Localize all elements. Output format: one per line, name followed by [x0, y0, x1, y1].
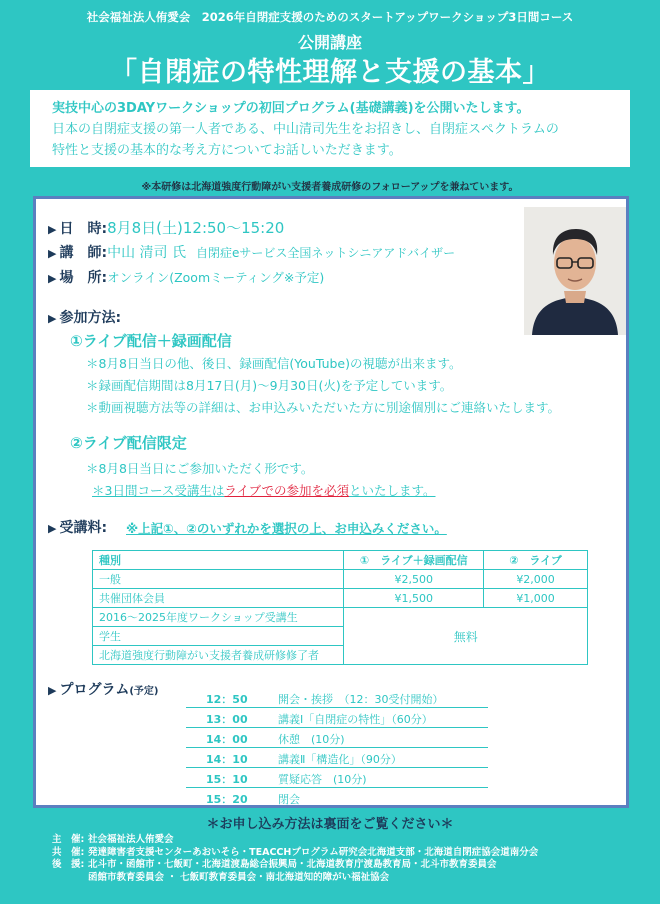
triangle-icon: ▶	[48, 223, 57, 236]
support-row: 後 援: 北斗市・函館市・七飯町・北海道渡島総合振興局・北海道教育庁渡島教育局・北斗市教育委員会	[52, 859, 497, 870]
program-row: 14：00 休憩 (10分)	[186, 729, 488, 748]
method-title: ▶ 参加方法:	[48, 310, 122, 326]
speaker-label: 講 師	[59, 245, 102, 261]
date-row: ▶ 日 時:8月8日(土)12:50～15:20	[48, 219, 285, 237]
fee-category: 2016～2025年度ワークショップ受講生	[93, 608, 344, 627]
fee-title: ▶ 受講料:	[48, 520, 108, 536]
fee-live-only: ¥2,000	[484, 570, 588, 589]
intro-line-1: 実技中心の3DAYワークショップの初回プログラム(基礎講義)を公開いたします。	[52, 101, 530, 116]
option1-title: ①ライブ配信＋録画配信	[70, 332, 232, 350]
table-header-row	[93, 551, 588, 570]
fee-category: 共催団体会員	[93, 589, 344, 608]
triangle-icon: ▶	[48, 684, 57, 697]
header-live-only: ② ライブ	[484, 551, 588, 570]
table-row	[93, 570, 588, 589]
date-value: 8月8日(土)12:50～15:20	[107, 219, 285, 237]
required-live-text: ライブでの参加を必須	[224, 483, 349, 498]
triangle-icon: ▶	[48, 522, 57, 535]
followup-note: ※本研修は北海道強度行動障がい支援者養成研修のフォローアップを兼ねています。	[141, 182, 519, 193]
triangle-icon: ▶	[48, 312, 57, 325]
speaker-title: 自閉症eサービス全国ネットシニアアドバイザー	[195, 246, 456, 260]
option1-bullet-2: ＊録画配信期間は8月17日(月)～9月30日(火)を予定しています。	[86, 378, 453, 393]
cohost-row: 共 催: 発達障害者支援センターあおいそら・TEACCHプログラム研究会北海道支部・北海道自閉症協会道南分会	[52, 846, 539, 858]
place-row: ▶ 場 所:オンライン(Zoomミーティング※予定)	[48, 270, 325, 286]
subtitle: 公開講座	[297, 33, 362, 52]
page-title: 「自閉症の特性理解と支援の基本」	[110, 57, 550, 88]
fee-free: 無料	[344, 608, 588, 665]
program-row: 15：20 閉会	[206, 793, 300, 806]
fee-live-recorded: ¥2,500	[344, 570, 484, 589]
fee-live-recorded: ¥1,500	[344, 589, 484, 608]
header-live-recorded: ① ライブ＋録画配信	[344, 551, 484, 570]
back-side-note: ＊お申し込み方法は裏面をご覧ください＊	[206, 817, 454, 832]
header-category: 種別	[93, 551, 344, 570]
speaker-photo	[524, 207, 626, 335]
intro-line-3: 特性と支援の基本的な考え方についてお話しいただきます。	[52, 143, 402, 158]
program-row: 12：50 開会・挨拶 （12：30受付開始）	[186, 689, 488, 708]
intro-box	[30, 90, 630, 167]
program-row: 15：10 質疑応答 (10分)	[186, 769, 488, 788]
table-row	[93, 608, 588, 627]
triangle-icon: ▶	[48, 247, 57, 260]
host-row: 主 催: 社会福祉法人侑愛会	[52, 834, 174, 845]
option2-bullet-2: ＊3日間コース受講生はライブでの参加を必須といたします。	[92, 483, 436, 498]
main-panel	[33, 196, 629, 808]
place-value: オンライン(Zoomミーティング※予定)	[107, 270, 325, 285]
program-row: 14：10 講義Ⅱ「構造化」（90分）	[186, 749, 488, 768]
speaker-name: 中山 清司 氏	[107, 245, 186, 261]
fee-note: ※上記①、②のいずれかを選択の上、お申込みください。	[126, 521, 447, 536]
program-title: ▶ プログラム(予定)	[48, 682, 159, 698]
fee-category: 北海道強度行動障がい支援者養成研修修了者	[93, 646, 344, 665]
speaker-row: ▶ 講 師:中山 清司 氏 自閉症eサービス全国ネットシニアアドバイザー	[48, 245, 456, 261]
fee-table	[92, 550, 588, 665]
fee-live-only: ¥1,000	[484, 589, 588, 608]
organizer-course-line: 社会福祉法人侑愛会 2026年自閉症支援のためのスタートアップワークショップ3日間コース	[86, 10, 574, 24]
triangle-icon: ▶	[48, 272, 57, 285]
place-label: 場 所	[59, 270, 102, 286]
fee-category: 一般	[93, 570, 344, 589]
date-label: 日 時	[59, 221, 102, 237]
program-row: 13：00 講義Ⅰ「自閉症の特性」（60分）	[186, 709, 488, 728]
option1-bullet-1: ＊8月8日当日の他、後日、録画配信(YouTube)の視聴が出来ます。	[86, 356, 462, 371]
option2-title: ②ライブ配信限定	[70, 434, 187, 452]
option1-bullet-3: ＊動画視聴方法等の詳細は、お申込みいただいた方に別途個別にご連絡いたします。	[86, 400, 561, 415]
intro-line-2: 日本の自閉症支援の第一人者である、中山清司先生をお招きし、自閉症スペクトラムの	[52, 122, 559, 137]
option2-bullet-1: ＊8月8日当日にご参加いただく形です。	[86, 461, 314, 476]
table-row	[93, 589, 588, 608]
fee-category: 学生	[93, 627, 344, 646]
support-row-2: 函館市教育委員会 ・ 七飯町教育委員会・南北海道知的障がい福祉協会	[88, 871, 390, 883]
credits	[52, 834, 538, 884]
